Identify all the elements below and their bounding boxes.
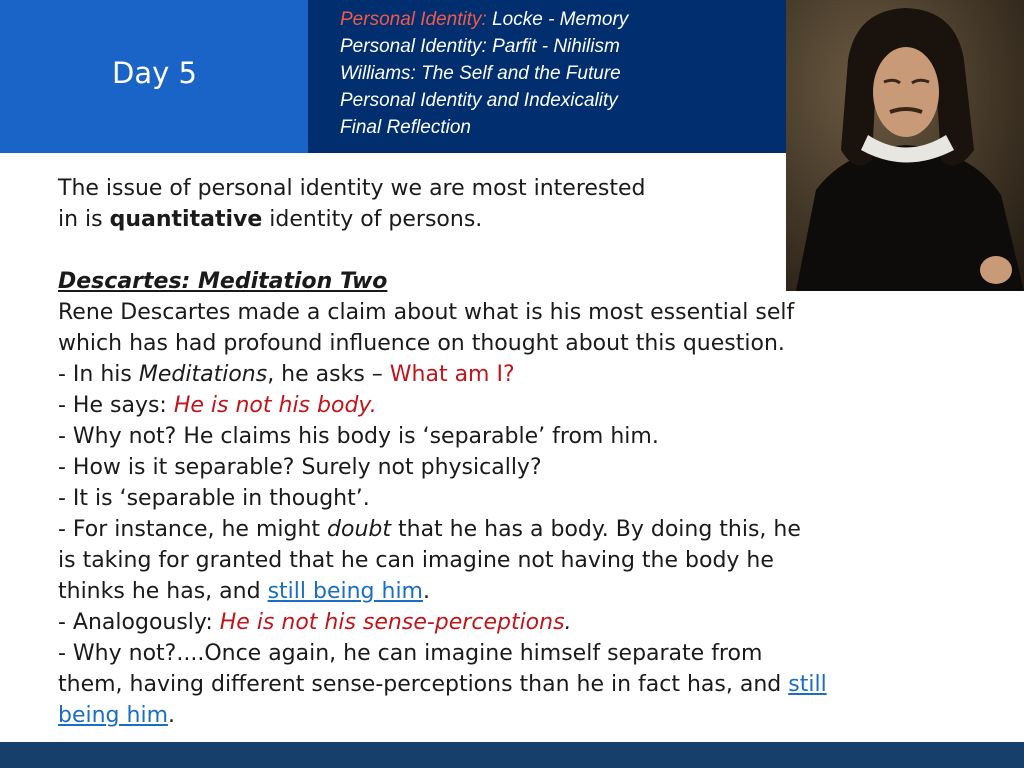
agenda-item-1-prefix: Personal Identity: [340,9,487,30]
agenda-item-4: Personal Identity and Indexicality [340,90,618,111]
still-being-him-link-1[interactable]: still being him [267,579,423,604]
instance-prefix: - For instance, he might [58,517,328,542]
intro-line-2-prefix: in is [58,207,110,232]
day-label: Day 5 [112,56,197,90]
agenda-item-1-rest: Locke - Memory [486,9,629,30]
agenda-item-3: Williams: The Self and the Future [340,63,621,84]
doubt-word: doubt [327,517,391,542]
claim-line-2: which has had profound influence on thought about this question. [58,331,785,356]
intro-line-2 [58,204,978,235]
claim-line-1: Rene Descartes made a claim about what is his most essential self [58,300,795,325]
slide-content [58,173,978,731]
intro-line-2-suffix: identity of persons. [262,207,483,232]
instance-line-3 [58,576,978,607]
still-being-him-link-2b[interactable]: being him [58,703,168,728]
says-line [58,390,978,421]
meditations-title: Meditations [138,362,268,387]
asks-middle: , he asks – [267,362,390,387]
agenda-item-2: Personal Identity: Parfit - Nihilism [340,36,620,57]
thought-line: - It is ‘separable in thought’. [58,486,370,511]
spacer [58,235,978,266]
instance-line-3-suffix: . [422,579,430,604]
analog-suffix: . [564,610,572,635]
why-not-2-prefix: them, having different sense-perceptions than he in fact has, and [58,672,789,697]
analog-line [58,607,978,638]
why-not-2-line-1: - Why not?....Once again, he can imagine himself separate from [58,641,763,666]
how-line: - How is it separable? Surely not physically? [58,455,542,480]
instance-line-2: is taking for granted that he can imagine not having the body he [58,548,774,573]
quantitative-term: quantitative [109,207,263,232]
agenda-item-5: Final Reflection [340,117,471,138]
instance-line-1 [58,514,978,545]
analog-prefix: - Analogously: [58,610,220,635]
header-left-panel [0,0,308,153]
says-prefix: - He says: [58,393,174,418]
section-title: Descartes: Meditation Two [58,269,388,294]
asks-prefix: - In his [58,362,139,387]
agenda-list [340,6,780,141]
not-sense-perceptions: He is not his sense-perceptions [219,610,565,635]
instance-line-3-prefix: thinks he has, and [58,579,268,604]
intro-line-1: The issue of personal identity we are most interested [58,176,646,201]
instance-suffix: that he has a body. By doing this, he [391,517,801,542]
asks-line [58,359,978,390]
why-not-2-line-2 [58,669,978,700]
why-not-2-suffix: . [168,703,175,728]
why-not-2-line-3 [58,700,978,731]
header-agenda-panel [308,0,788,153]
what-am-i-question: What am I? [389,362,515,387]
still-being-him-link-2a[interactable]: still [788,672,827,697]
why-not-line: - Why not? He claims his body is ‘separable’ from him. [58,424,659,449]
agenda-item-1 [340,6,780,33]
not-his-body: He is not his body. [173,393,377,418]
footer-bar [0,742,1024,768]
